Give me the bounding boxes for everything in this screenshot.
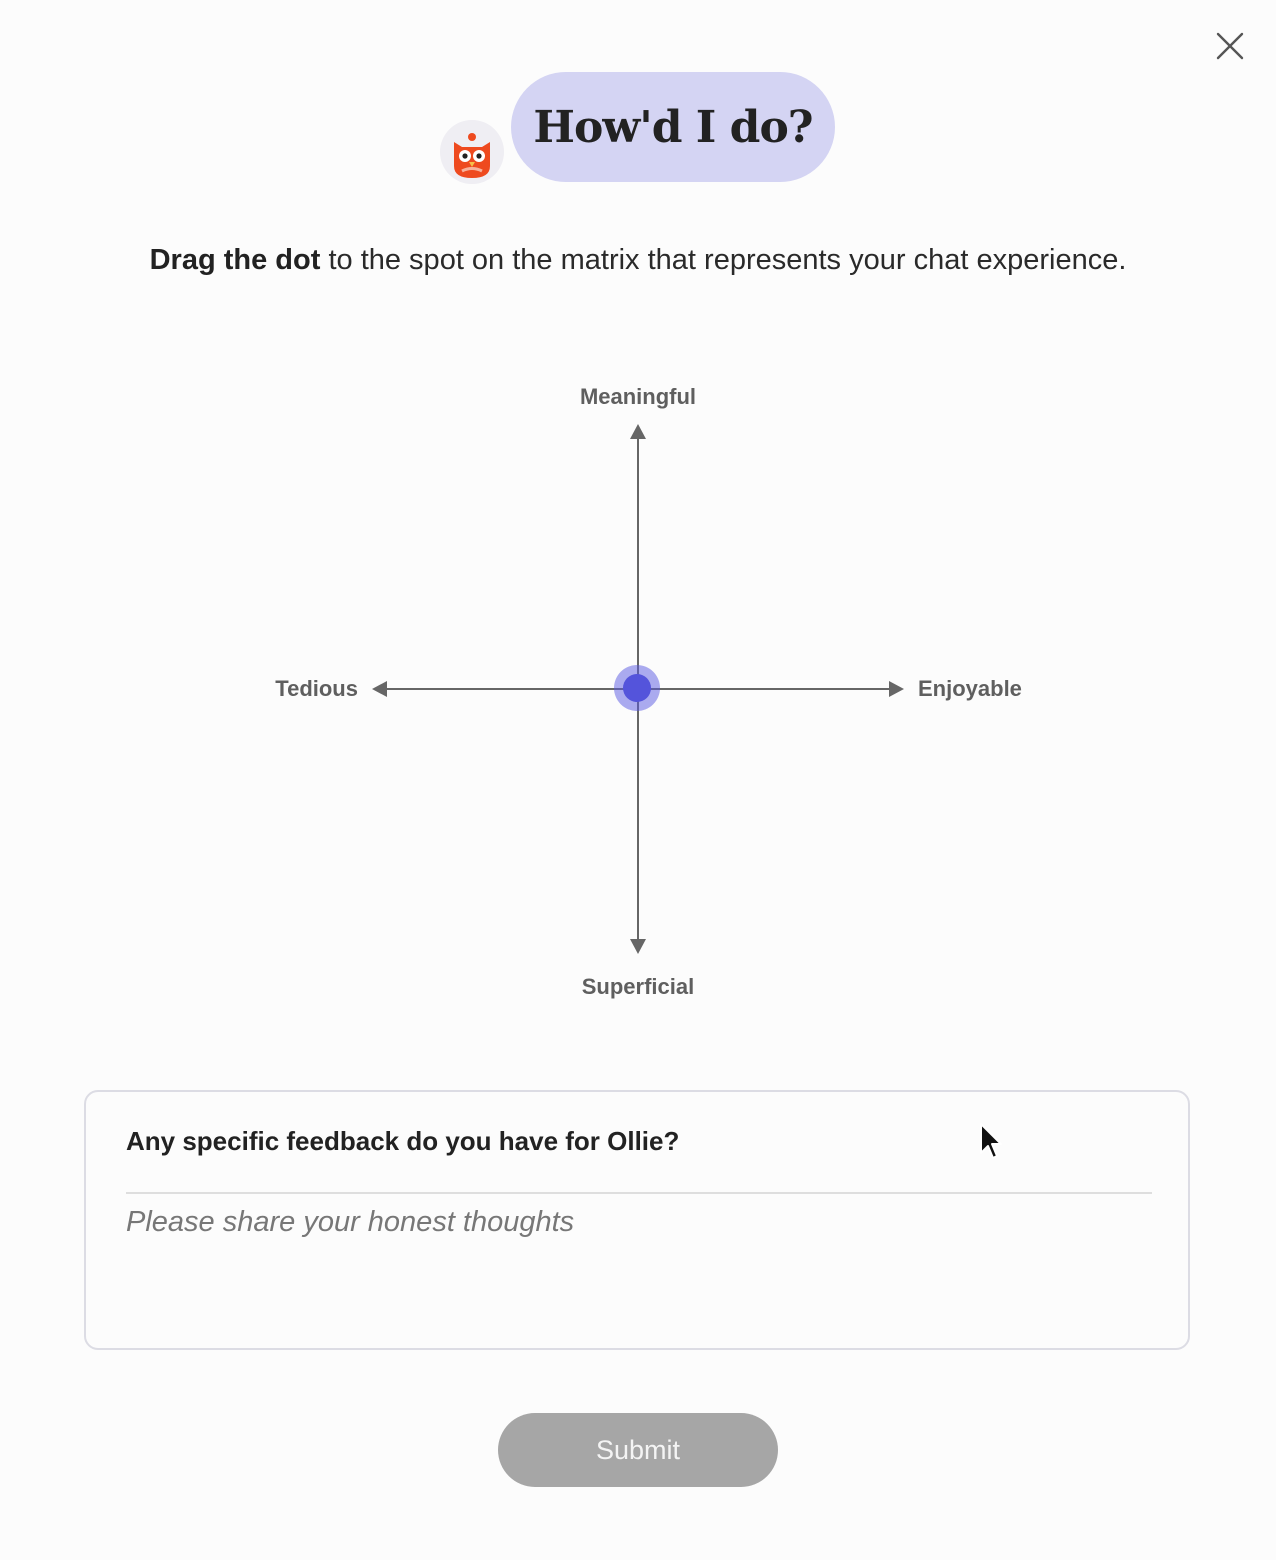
feedback-card xyxy=(84,1090,1190,1350)
experience-matrix[interactable] xyxy=(0,360,1276,1020)
submit-button[interactable]: Submit xyxy=(498,1413,778,1487)
instructions-text xyxy=(0,244,1276,277)
axis-label-tedious: Tedious xyxy=(275,676,358,701)
owl-mascot-icon xyxy=(440,120,504,184)
title-bubble xyxy=(511,72,835,182)
arrow-left-icon xyxy=(372,681,387,697)
divider xyxy=(126,1192,1152,1194)
instructions-rest: to the spot on the matrix that represents your chat experience. xyxy=(320,244,1127,276)
feedback-textarea[interactable] xyxy=(126,1206,1152,1326)
feedback-question: Any specific feedback do you have for Ollie? xyxy=(126,1126,680,1156)
axis-label-superficial: Superficial xyxy=(581,974,695,999)
avatar xyxy=(440,120,504,184)
arrow-up-icon xyxy=(630,424,646,439)
axis-label-enjoyable: Enjoyable xyxy=(918,676,1022,701)
close-icon xyxy=(1208,24,1252,68)
modal-header xyxy=(438,72,838,184)
arrow-right-icon xyxy=(889,681,904,697)
draggable-dot[interactable] xyxy=(614,665,660,711)
page-title: How'd I do? xyxy=(533,101,813,153)
dot-center xyxy=(623,674,651,702)
close-button[interactable] xyxy=(1208,24,1252,68)
instructions-bold: Drag the dot xyxy=(149,244,321,276)
axis-label-meaningful: Meaningful xyxy=(579,384,697,409)
arrow-down-icon xyxy=(630,939,646,954)
